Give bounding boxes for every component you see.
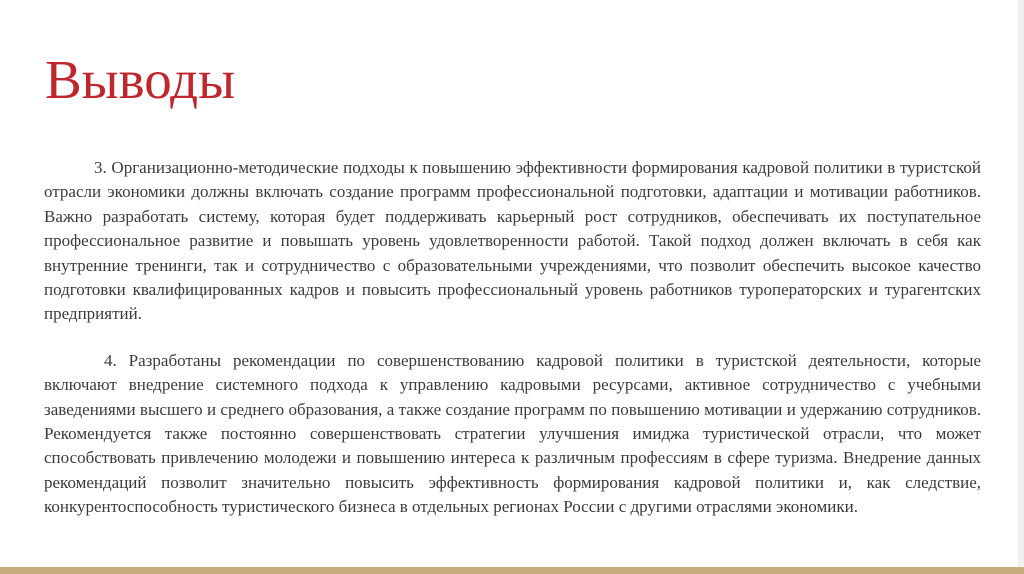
slide-body xyxy=(44,156,981,520)
slide-title: Выводы xyxy=(45,49,236,110)
conclusion-paragraph-4: 4. Разработаны рекомендации по совершенствованию кадровой политики в туристской деятельности, которые включают внедрение системного подхода к управлению кадровыми ресурсами, активное сотрудничество с учебными заведениями высшего и среднего образования, а также создание программ по повышению мотивации и удержанию сотрудников. Рекомендуется также постоянно совершенствовать стратегии улучшения имиджа туристической отрасли, что может способствовать привлечению молодежи и повышению интереса к различным профессиям в сфере туризма. Внедрение данных рекомендаций позволит значительно повысить эффективность формирования кадровой политики и, как следствие, конкурентоспособность туристического бизнеса в отдельных регионах России с другими отраслями экономики. xyxy=(44,350,981,517)
conclusion-paragraph-3: 3. Организационно-методические подходы к повышению эффективности формирования кадровой политики в туристской отрасли экономики должны включать создание программ профессиональной подготовки, адаптации и мотивации работников. Важно разработать систему, которая будет поддерживать карьерный рост сотрудников, обеспечивать их поступательное профессиональное развитие и повышать уровень удовлетворенности работой. Такой подход должен включать в себя как внутренние тренинги, так и сотрудничество с образовательными учреждениями, что позволит обеспечить высокое качество подготовки квалифицированных кадров и повысить профессиональный уровень работников туроператорских и турагентских предприятий. xyxy=(44,158,981,324)
right-edge-strip xyxy=(1018,0,1024,574)
bottom-accent-bar xyxy=(0,567,1024,574)
